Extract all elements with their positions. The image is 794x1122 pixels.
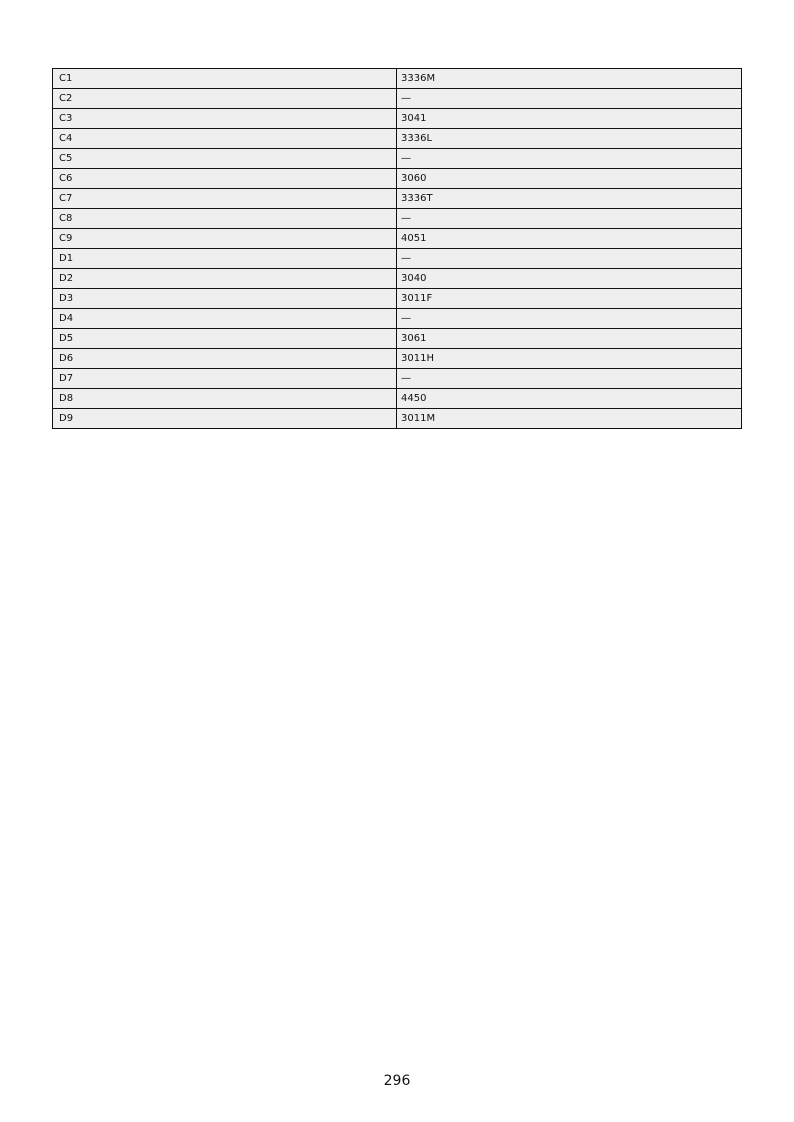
row-value-cell: 3011H (397, 349, 742, 369)
code-table (52, 68, 742, 429)
row-value-cell: 3011M (397, 409, 742, 429)
row-value-cell: 3060 (397, 169, 742, 189)
table-row (53, 109, 742, 129)
row-value-cell: — (397, 89, 742, 109)
table-row (53, 89, 742, 109)
row-value-cell: 4051 (397, 229, 742, 249)
page-number: 296 (383, 1073, 411, 1089)
table-row (53, 369, 742, 389)
row-code-cell: C5 (53, 149, 397, 169)
row-code-cell: D8 (53, 389, 397, 409)
row-code-cell: D9 (53, 409, 397, 429)
table-row (53, 129, 742, 149)
table-row (53, 209, 742, 229)
row-value-cell: — (397, 249, 742, 269)
row-code-cell: C3 (53, 109, 397, 129)
table-row (53, 189, 742, 209)
row-value-cell: 3336L (397, 129, 742, 149)
row-value-cell: — (397, 209, 742, 229)
row-value-cell: 3336T (397, 189, 742, 209)
table-row (53, 229, 742, 249)
table-row (53, 349, 742, 369)
table-row (53, 309, 742, 329)
table-row (53, 389, 742, 409)
row-code-cell: C6 (53, 169, 397, 189)
row-code-cell: C2 (53, 89, 397, 109)
row-code-cell: D4 (53, 309, 397, 329)
row-code-cell: C8 (53, 209, 397, 229)
row-code-cell: D5 (53, 329, 397, 349)
row-value-cell: 3336M (397, 69, 742, 89)
table-row (53, 269, 742, 289)
row-code-cell: D6 (53, 349, 397, 369)
row-code-cell: D2 (53, 269, 397, 289)
row-value-cell: 3041 (397, 109, 742, 129)
row-code-cell: D7 (53, 369, 397, 389)
row-code-cell: D1 (53, 249, 397, 269)
row-value-cell: — (397, 309, 742, 329)
row-code-cell: D3 (53, 289, 397, 309)
table-row (53, 69, 742, 89)
row-value-cell: 3040 (397, 269, 742, 289)
row-code-cell: C1 (53, 69, 397, 89)
row-code-cell: C7 (53, 189, 397, 209)
row-value-cell: 3061 (397, 329, 742, 349)
row-code-cell: C4 (53, 129, 397, 149)
row-code-cell: C9 (53, 229, 397, 249)
row-value-cell: 3011F (397, 289, 742, 309)
table-row (53, 249, 742, 269)
table-row (53, 409, 742, 429)
row-value-cell: — (397, 369, 742, 389)
row-value-cell: — (397, 149, 742, 169)
table-row (53, 329, 742, 349)
table-row (53, 169, 742, 189)
row-value-cell: 4450 (397, 389, 742, 409)
table-row (53, 289, 742, 309)
table-row (53, 149, 742, 169)
code-table-body (53, 69, 742, 429)
